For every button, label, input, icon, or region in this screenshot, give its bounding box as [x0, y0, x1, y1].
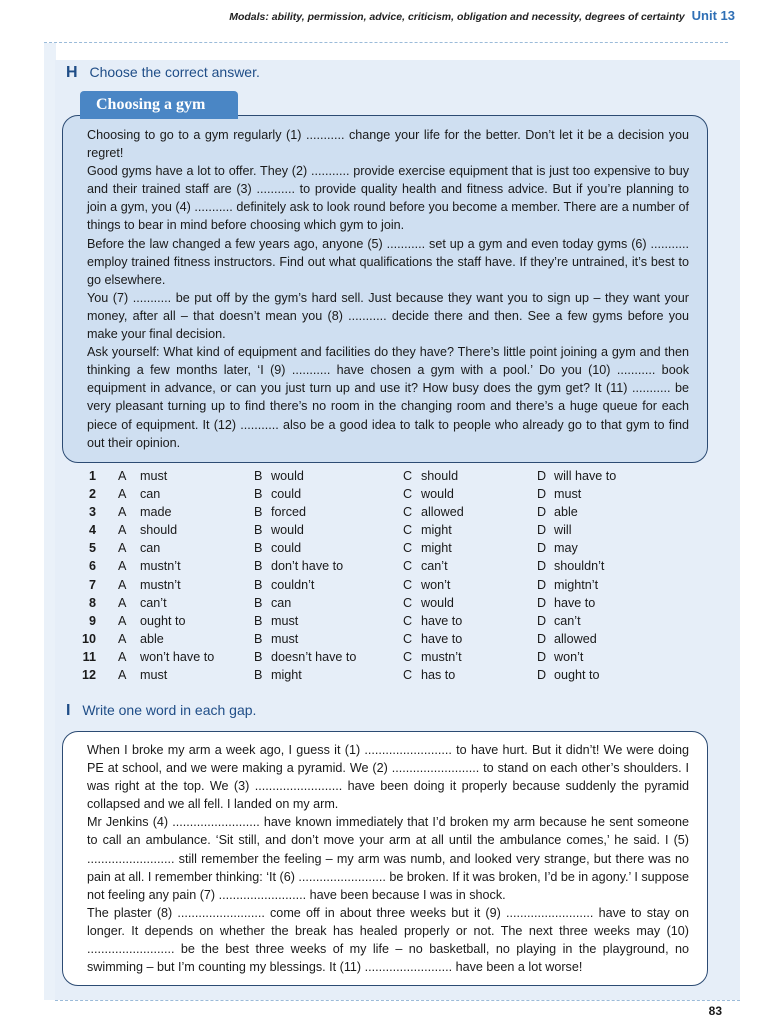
footer-rule [55, 1000, 740, 1001]
answer-row [78, 612, 718, 630]
answer-options-list [78, 467, 718, 684]
option-text-a[interactable]: made [140, 505, 172, 520]
answer-row [78, 594, 718, 612]
option-letter-d: D [537, 469, 547, 483]
answer-row [78, 503, 718, 521]
option-letter-a: A [118, 505, 127, 520]
option-letter-b: B [254, 469, 263, 483]
option-text-d[interactable]: must [554, 487, 582, 502]
option-letter-a: A [118, 668, 127, 683]
option-text-d[interactable]: have to [554, 595, 596, 610]
question-number: 4 [88, 523, 96, 538]
option-letter-a: A [118, 613, 127, 628]
passage-paragraph: Mr Jenkins (4) ......................... have known immediately that I’d broken my arm because he sent someone to call an ambulance. ‘Sit still, and don’t move your arm at all until the ambulance comes,’ he said. I (5) ......................... still remember the feeling – my arm was numb, and looked very strange, but there was no pain at all. I remember thinking: ‘It (6) ......................... be broken. If it was broken, I’d be in agony.’ I suppose not feeling any pain (7) ......................... have been because I was in shock. [87, 815, 689, 902]
answer-row [78, 630, 718, 648]
option-text-a[interactable]: won’t have to [140, 649, 215, 664]
option-letter-c: C [403, 613, 413, 628]
option-letter-d: D [537, 523, 547, 538]
question-number: 3 [88, 505, 96, 520]
answer-row [78, 666, 718, 684]
option-letter-d: D [537, 559, 547, 574]
option-letter-a: A [118, 541, 127, 556]
unit-label: Unit 13 [691, 8, 735, 23]
option-text-d[interactable]: allowed [554, 631, 597, 646]
option-text-c[interactable]: would [421, 595, 454, 610]
option-text-c[interactable]: might [421, 523, 452, 538]
option-text-d[interactable]: mightn’t [554, 577, 599, 592]
option-letter-d: D [537, 577, 547, 592]
option-text-b[interactable]: couldn’t [271, 577, 315, 592]
option-text-d[interactable]: will [554, 523, 572, 538]
option-text-a[interactable]: ought to [140, 613, 186, 628]
option-text-b[interactable]: forced [271, 505, 307, 520]
passage-paragraph: Choosing to go to a gym regularly (1) ........... change your life for the better. Don’t let it be a decision you regret! [87, 128, 689, 161]
option-letter-c: C [403, 559, 413, 574]
option-text-a[interactable]: able [140, 631, 164, 646]
reading-passage-box [62, 115, 708, 463]
option-letter-d: D [537, 613, 547, 628]
option-letter-a: A [118, 631, 127, 646]
option-letter-c: C [403, 487, 413, 502]
option-text-b[interactable]: must [271, 631, 299, 646]
option-text-c[interactable]: won’t [421, 577, 451, 592]
option-text-c[interactable]: might [421, 541, 452, 556]
question-number: 5 [88, 541, 96, 556]
question-number: 10 [81, 631, 96, 646]
option-letter-a: A [118, 577, 127, 592]
passage-paragraph: When I broke my arm a week ago, I guess it (1) ......................... to have hurt. But it didn’t! We were doing PE at school, and we were making a pyramid. We (2) ......................... to stand on each other’s shoulders. I was right at the top. We (3) ......................... have been doing it properly because suddenly the pyramid collapsed and we all fell. I landed on my arm. [87, 743, 689, 812]
running-title: Modals: ability, permission, advice, criticism, obligation and necessity, degrees of certainty [229, 11, 685, 23]
section-h-instruction: Choose the correct answer. [89, 64, 260, 80]
question-number: 12 [81, 668, 96, 683]
running-header [0, 8, 735, 23]
option-letter-b: B [254, 505, 263, 520]
option-letter-a: A [118, 523, 127, 538]
option-text-c[interactable]: has to [421, 668, 456, 683]
option-text-d[interactable]: shouldn’t [554, 559, 605, 574]
option-text-b[interactable]: doesn’t have to [271, 649, 357, 664]
passage-title-tab: Choosing a gym [80, 91, 238, 119]
option-letter-b: B [254, 668, 263, 683]
option-letter-b: B [254, 487, 263, 502]
question-number: 7 [88, 577, 96, 592]
passage-paragraph: Before the law changed a few years ago, anyone (5) ........... set up a gym and even today gyms (6) ........... employ trained fitness instructors. Find out what qualifications the staff have. If they’re untrained, it’s best to go elsewhere. [87, 236, 689, 287]
option-text-a[interactable]: mustn’t [140, 577, 181, 592]
passage-paragraph: The plaster (8) ......................... come off in about three weeks but it (9) ......................... have to stay on longer. It depends on whether the break has healed properly or not. The next three weeks may (10) ......................... be the best three weeks of my life – no basketball, no playing in the playground, no swimming – but I’m counting my blessings. It (11) ......................... have been a lot worse! [87, 905, 689, 975]
option-text-b[interactable]: must [271, 613, 299, 628]
option-letter-d: D [537, 649, 547, 664]
option-text-c[interactable]: mustn’t [421, 649, 462, 664]
option-text-c[interactable]: should [421, 469, 459, 483]
option-letter-d: D [537, 541, 547, 556]
question-number: 8 [88, 595, 96, 610]
option-text-b[interactable]: don’t have to [271, 559, 344, 574]
answer-row [78, 485, 718, 503]
section-i-heading [66, 702, 256, 720]
page-number: 83 [708, 1004, 722, 1018]
option-text-b[interactable]: would [271, 523, 304, 538]
option-letter-c: C [403, 668, 413, 683]
option-letter-d: D [537, 505, 547, 520]
option-text-d[interactable]: ought to [554, 668, 600, 683]
answer-row [78, 467, 718, 485]
answer-row [78, 539, 718, 557]
option-text-a[interactable]: can’t [140, 595, 167, 610]
option-letter-d: D [537, 487, 547, 502]
answer-row [78, 521, 718, 539]
option-text-b[interactable]: would [271, 469, 304, 483]
answer-row [78, 557, 718, 575]
option-letter-b: B [254, 613, 263, 628]
option-text-c[interactable]: have to [421, 613, 463, 628]
option-letter-c: C [403, 505, 413, 520]
passage-paragraph: You (7) ........... be put off by the gym’s hard sell. Just because they want you to sign up – they want your money, after all – that doesn’t mean you (8) ........... decide there and then. See a few gyms before you make your final decision. [87, 290, 689, 342]
option-letter-b: B [254, 649, 263, 664]
question-number: 1 [88, 469, 96, 483]
option-letter-c: C [403, 577, 413, 592]
option-text-b[interactable]: might [271, 668, 302, 683]
option-text-b[interactable]: could [271, 487, 302, 502]
option-letter-b: B [254, 577, 263, 592]
passage-paragraph: Good gyms have a lot to offer. They (2) ........... provide exercise equipment that is just too expensive to buy and their trained staff are (3) ........... to provide quality health and fitness advice. But if you’re planning to join a gym, you (4) ........... definitely ask to look round before you become a member. There are a number of things to bear in mind before choosing which gym to join. [87, 164, 689, 233]
gap-fill-passage-box [62, 731, 708, 986]
option-letter-d: D [537, 668, 547, 683]
option-text-d[interactable]: may [554, 541, 578, 556]
option-text-d[interactable]: won’t [554, 649, 584, 664]
option-letter-b: B [254, 523, 263, 538]
option-text-a[interactable]: must [140, 469, 168, 483]
answer-row [78, 648, 718, 666]
option-letter-c: C [403, 541, 413, 556]
option-text-a[interactable]: can [140, 541, 161, 556]
option-text-a[interactable]: must [140, 668, 168, 683]
option-text-b[interactable]: can [271, 595, 292, 610]
option-letter-c: C [403, 649, 413, 664]
option-letter-c: C [403, 469, 413, 483]
option-letter-c: C [403, 523, 413, 538]
option-text-c[interactable]: have to [421, 631, 463, 646]
option-text-a[interactable]: can [140, 487, 161, 502]
option-text-c[interactable]: allowed [421, 505, 464, 520]
option-letter-b: B [254, 631, 263, 646]
question-number: 11 [82, 649, 96, 664]
option-text-d[interactable]: will have to [554, 469, 617, 483]
section-i-instruction: Write one word in each gap. [82, 702, 257, 718]
option-text-c[interactable]: can’t [421, 559, 448, 574]
section-h-heading [66, 64, 260, 82]
option-letter-a: A [118, 559, 127, 574]
option-letter-b: B [254, 595, 263, 610]
option-letter-c: C [403, 631, 413, 646]
option-text-c[interactable]: would [421, 487, 454, 502]
option-letter-d: D [537, 595, 547, 610]
option-letter-a: A [118, 595, 127, 610]
option-text-b[interactable]: could [271, 541, 302, 556]
option-text-a[interactable]: should [140, 523, 178, 538]
option-text-a[interactable]: mustn’t [140, 559, 181, 574]
option-letter-c: C [403, 595, 413, 610]
option-text-d[interactable]: can’t [554, 613, 581, 628]
section-i-letter: I [66, 702, 71, 719]
option-letter-a: A [118, 487, 127, 502]
option-text-d[interactable]: able [554, 505, 578, 520]
option-letter-a: A [118, 469, 127, 483]
answer-row [78, 576, 718, 594]
question-number: 2 [88, 487, 96, 502]
option-letter-d: D [537, 631, 547, 646]
section-h-letter: H [66, 64, 78, 81]
option-letter-a: A [118, 649, 127, 664]
passage-paragraph: Ask yourself: What kind of equipment and facilities do they have? There’s little point joining a gym and then thinking a few months later, ‘I (9) ........... have chosen a gym with a pool.’ Do you (10) ........... book equipment in advance, or can you just turn up and use it? How busy does the gym get? It (11) ........... be very pleasant turning up to find there’s no room in the changing room and there’s a huge queue for each piece of equipment. It (12) ........... also be a good idea to talk to people who already go to that gym to find out their opinion. [87, 345, 689, 450]
option-letter-b: B [254, 541, 263, 556]
question-number: 9 [88, 613, 96, 628]
option-letter-b: B [254, 559, 263, 574]
question-number: 6 [88, 559, 96, 574]
header-rule [44, 42, 728, 43]
